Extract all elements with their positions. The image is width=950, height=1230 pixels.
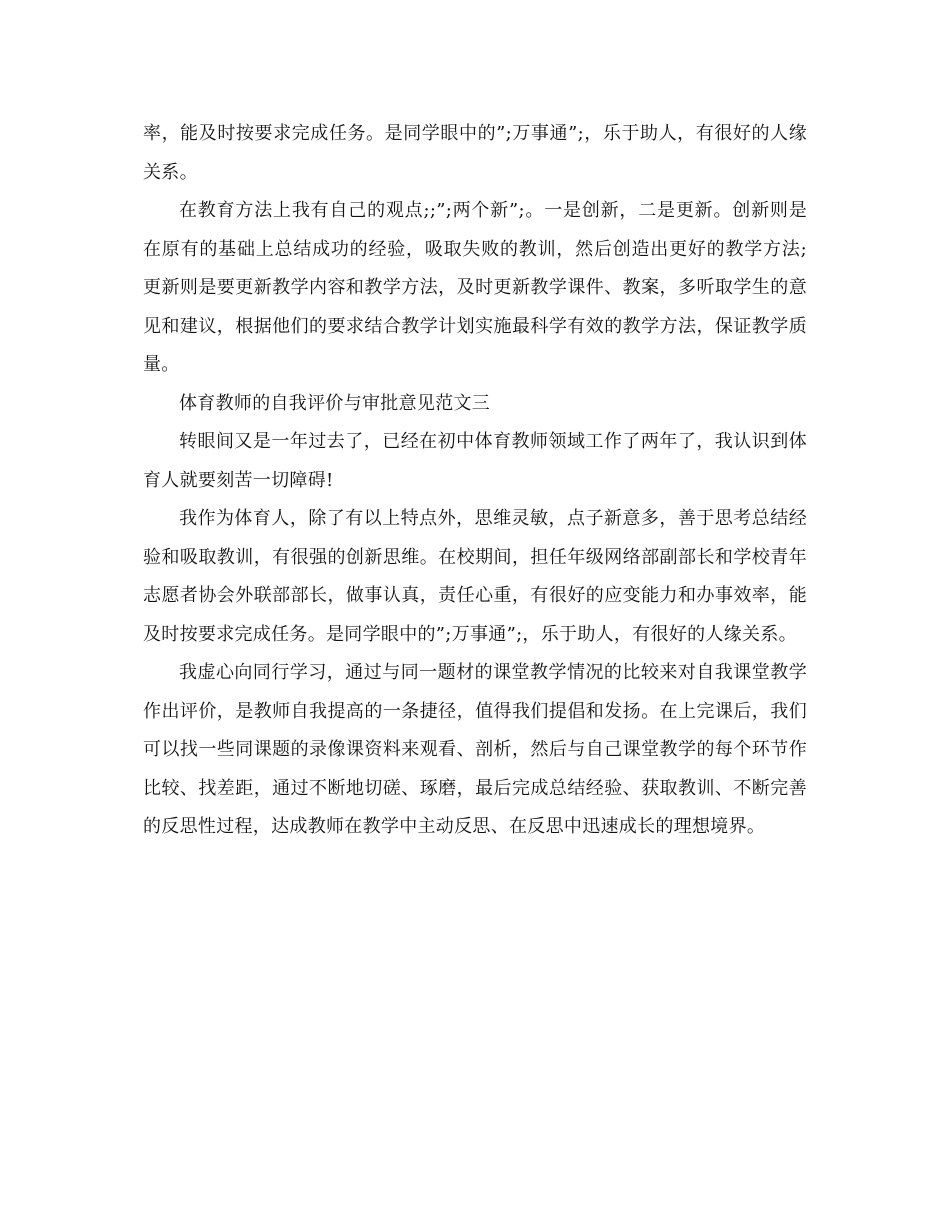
paragraph-peer-learning: 我虚心向同行学习，通过与同一题材的课堂教学情况的比较来对自我课堂教学作出评价，是教师自我提高的一条捷径，值得我们提倡和发扬。在上完课后，我们可以找一些同课题的录像课资料来观看、剖析，然后与自己课堂教学的每个环节作比较、找差距，通过不断地切磋、琢磨，最后完成总结经验、获取教训、不断完善的反思性过程，达成教师在教学中主动反思、在反思中迅速成长的理想境界。 — [143, 662, 807, 837]
paragraph-continued: 率，能及时按要求完成任务。是同学眼中的”;万事通”;，乐于助人，有很好的人缘关系。 — [143, 123, 807, 183]
section-heading: 体育教师的自我评价与审批意见范文三 — [179, 392, 491, 414]
document-body — [143, 115, 807, 847]
paragraph-intro: 转眼间又是一年过去了，已经在初中体育教师领域工作了两年了，我认识到体育人就要刻苦一切障碍! — [143, 431, 807, 491]
paragraph-self-description: 我作为体育人，除了有以上特点外，思维灵敏，点子新意多，善于思考总结经验和吸取教训，有很强的创新思维。在校期间，担任年级网络部副部长和学校青年志愿者协会外联部部长，做事认真，责任心重，有很好的应变能力和办事效率，能及时按要求完成任务。是同学眼中的”;万事通”;，乐于助人，有很好的人缘关系。 — [143, 508, 807, 645]
paragraph-teaching-methods: 在教育方法上我有自己的观点;;”;两个新”;。一是创新，二是更新。创新则是在原有的基础上总结成功的经验，吸取失败的教训，然后创造出更好的教学方法;更新则是要更新教学内容和教学方法，及时更新教学课件、教案，多听取学生的意见和建议，根据他们的要求结合教学计划实施最科学有效的教学方法，保证教学质量。 — [143, 200, 807, 375]
